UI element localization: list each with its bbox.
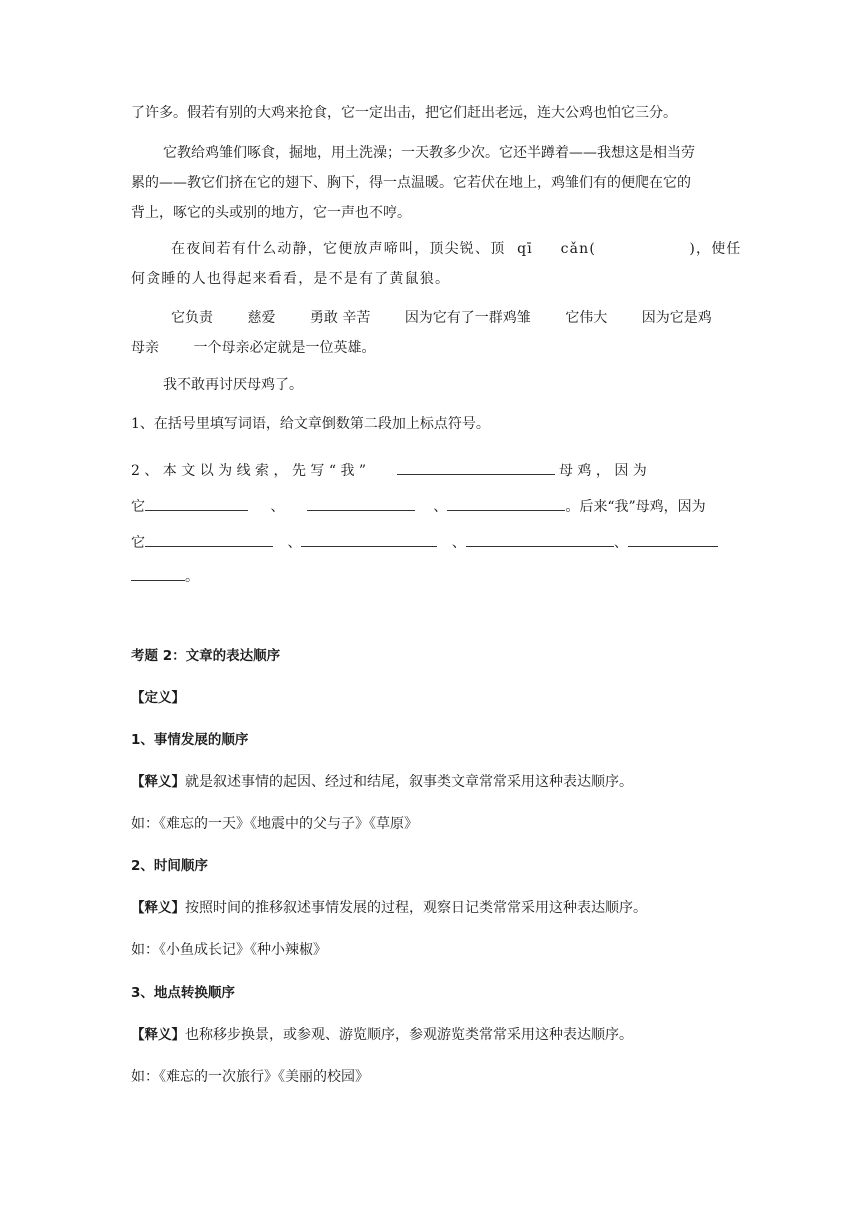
item-2-example: 如：《小鱼成长记》《种小辣椒》 [131, 942, 327, 958]
phrase-jichu: 因为它有了一群鸡雏 [404, 310, 531, 326]
answer-blank-6[interactable] [301, 532, 437, 547]
item-3-explain [131, 1026, 731, 1044]
word-muqin: 母亲 [131, 340, 159, 356]
separator: 、 [433, 499, 448, 515]
story-paragraph-4: 我不敢再讨厌母鸡了。 [163, 377, 303, 393]
item-2-heading: 2、时间顺序 [131, 858, 208, 874]
item-1-example: 如：《难忘的一天》《地震中的父与子》《草原》 [131, 816, 418, 832]
word-ciai: 慈爱 [247, 310, 276, 326]
answer-blank-5[interactable] [145, 532, 273, 547]
question-2-ta-2: 它 [131, 535, 145, 551]
question-1: 1、在括号里填写词语，给文章倒数第二段加上标点符号。 [131, 416, 490, 432]
question-2-line-2 [131, 496, 731, 516]
question-2-ta-1: 它 [131, 499, 145, 515]
question-2-line-1 [131, 460, 731, 480]
story-paragraph-2-line-2: 何贪睡的人也得起来看看，是不是有了黄鼠狼。 [131, 271, 451, 287]
period: 。 [185, 569, 199, 585]
answer-blank-3[interactable] [307, 496, 415, 511]
story-paragraph-1-line-2: 累的——教它们挤在它的翅下、胸下，得一点温暖。它若伏在地上，鸡雏们有的便爬在它的 [131, 175, 691, 191]
word-yonggan-xinku: 勇敢 辛苦 [309, 310, 371, 326]
explain-text: 按照时间的推移叙述事情发展的过程，观察日记类常常采用这种表达顺序。 [185, 900, 647, 916]
story-paragraph-1-line-3: 背上，啄它的头或别的地方，它一声也不哼。 [131, 205, 411, 221]
story-paragraph-2-text-end: )，使任 [689, 241, 742, 257]
separator: 、 [451, 535, 466, 551]
word-weida: 它伟大 [565, 310, 608, 326]
question-2-prompt-end: 母 鸡 ， 因 为 [558, 463, 647, 479]
pinyin-can: cǎn( [560, 241, 597, 257]
question-2-later-text: 。后来“我”母鸡，因为 [565, 499, 706, 515]
separator: 、 [270, 499, 285, 515]
question-2-line-4 [131, 566, 731, 586]
item-3-example: 如：《难忘的一次旅行》《美丽的校园》 [131, 1069, 369, 1085]
item-2-explain [131, 899, 731, 917]
story-paragraph-2-text: 在夜间若有什么动静，它便放声啼叫，顶尖锐、顶 [171, 241, 506, 257]
answer-blank-2[interactable] [145, 496, 248, 511]
sentence-hero: 一个母亲必定就是一位英雄。 [193, 340, 376, 356]
explain-tag: 【释义】 [131, 900, 185, 916]
word-fuze: 它负责 [171, 310, 213, 326]
question-2-prompt: 2 、 本 文 以 为 线 索 ， 先 写 “ 我 ” [131, 463, 367, 479]
phrase-shi-ji: 因为它是鸡 [641, 310, 712, 326]
section-title: 考题 2：文章的表达顺序 [131, 648, 281, 664]
explain-text: 也称移步换景，或参观、游览顺序，参观游览类常常采用这种表达顺序。 [185, 1027, 633, 1043]
story-paragraph-0: 了许多。假若有别的大鸡来抢食，它一定出击，把它们赶出老远，连大公鸡也怕它三分。 [131, 105, 677, 121]
story-paragraph-2-line-1 [171, 240, 742, 258]
separator: 、 [613, 535, 628, 551]
answer-blank-8-continued[interactable] [131, 566, 185, 581]
item-1-explain [131, 773, 731, 791]
item-3-heading: 3、地点转换顺序 [131, 985, 235, 1001]
story-paragraph-3-line-1 [171, 309, 731, 327]
question-2-line-3 [131, 532, 731, 552]
explain-tag: 【释义】 [131, 774, 185, 790]
explain-tag: 【释义】 [131, 1027, 185, 1043]
story-paragraph-3-line-2 [131, 339, 731, 357]
explain-text: 就是叙述事情的起因、经过和结尾，叙事类文章常常采用这种表达顺序。 [185, 774, 633, 790]
answer-blank-1[interactable] [397, 460, 555, 475]
separator: 、 [287, 535, 302, 551]
pinyin-qi: qī [517, 241, 533, 257]
answer-blank-7[interactable] [466, 532, 614, 547]
item-1-heading: 1、事情发展的顺序 [131, 732, 249, 748]
answer-blank-8[interactable] [628, 532, 718, 547]
definition-heading: 【定义】 [131, 690, 185, 706]
story-paragraph-1-line-1: 它教给鸡雏们啄食，掘地，用土洗澡；一天教多少次。它还半蹲着——我想这是相当劳 [163, 145, 695, 161]
answer-blank-4[interactable] [447, 496, 565, 511]
